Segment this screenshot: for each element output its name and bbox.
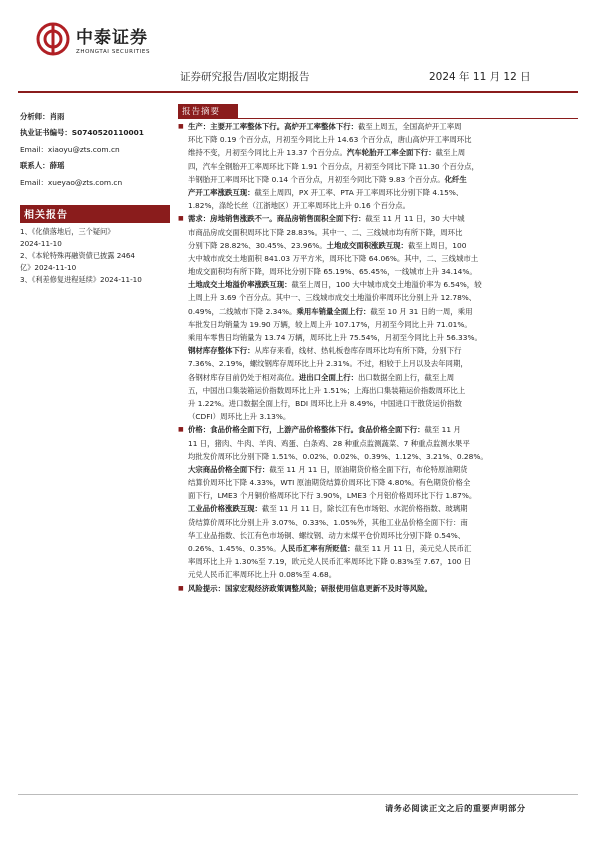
summary-key-phrase: 土地成交面积涨跌互现： <box>326 240 408 250</box>
summary-text: 货结算价周环比分别上升 3.07%、0.33%、1.05%外，其他工业品价格全面下行：南 <box>188 517 468 527</box>
summary-text: 0.26%、1.45%、0.35%。 <box>188 544 281 553</box>
summary-line <box>178 450 578 463</box>
summary-line <box>178 265 578 278</box>
summary-key-phrase: 乘用车销量全面上行： <box>296 306 371 316</box>
report-date: 2024 年 11 月 12 日 <box>429 71 531 83</box>
summary-line <box>178 371 578 384</box>
summary-line <box>178 555 578 568</box>
logo-cn-text: 中泰证券 <box>76 28 148 48</box>
related-reports-heading: 相关报告 <box>20 205 170 223</box>
summary-line <box>178 278 578 291</box>
logo-en-text: ZHONGTAI SECURITIES <box>76 49 151 55</box>
summary-text: 7.36%、2.19%，螺纹钢库存周环比上升 2.31%。不过，相较于上月以及去年同期， <box>188 359 468 369</box>
summary-text: 面下行，LME3 个月铜价格周环比下行 3.90%，LME3 个月铝价格周环比下行 1.87%。 <box>188 491 477 501</box>
analyst-email[interactable]: xiaoyu@zts.com.cn <box>47 144 120 154</box>
company-logo <box>36 22 150 56</box>
analyst-label: 分析师： <box>20 111 50 121</box>
summary-line <box>178 173 578 186</box>
summary-text: 华工业品指数、长江有色市场铜、螺纹钢、动力末煤平仓价周环比分别下降 0.54%、 <box>188 530 466 540</box>
summary-text: 截至 11 月 11 日，除长江有色市场铝、水泥价格指数、玻璃期 <box>261 504 468 514</box>
summary-text: 0.49%，二线城市下降 2.34%。 <box>188 306 297 316</box>
summary-line <box>178 410 578 423</box>
summary-line <box>178 239 578 252</box>
related-report-item[interactable]: 3、《利差修复进程延续》2024-11-10 <box>20 274 142 284</box>
summary-text: 半钢胎开工率周环比下降 0.14 个百分点，月初至今同比下降 9.83 个百分点。 <box>188 174 445 184</box>
cert-number: S0740520110001 <box>71 128 144 138</box>
summary-key-phrase: 产开工率涨跌互现： <box>188 187 255 197</box>
summary-text: 截至上周日，100 大中城市成交土地溢价率为 6.54%，较 <box>291 280 482 290</box>
summary-text: 车批发日均销量为 19.90 万辆，较上周上升 107.17%，月初至今同比上升 71.01%。 <box>188 319 472 329</box>
summary-line <box>178 357 578 370</box>
summary-key-phrase: 进出口全面上行： <box>298 372 359 382</box>
summary-text: 均批发价周环比分别下降 1.51%、0.02%、0.02%、0.39%、1.12%、3.21%、0.28%。 <box>188 451 488 461</box>
summary-line <box>178 489 578 502</box>
summary-text: 市商品房成交面积周环比下降 28.83%。其中一、二、三线城市均有所下降，周环比 <box>188 227 463 237</box>
summary-text: 1.82%，涤纶长丝（江浙地区）开工率周环比上升 0.16 个百分点。 <box>188 201 411 211</box>
summary-line <box>178 516 578 529</box>
summary-line <box>178 186 578 199</box>
summary-key-phrase: 价格：食品价格全面下行，上游产品价格整体下行。食品价格全面下行： <box>188 425 425 435</box>
summary-line <box>178 199 578 212</box>
contact-name: 薛瑶 <box>49 161 65 171</box>
left-sidebar <box>20 108 170 286</box>
email-label: Email： <box>20 144 48 154</box>
summary-text: 乘用车零售日均销量为 13.74 万辆，周环比上升 75.54%，月初至今同比上升 56.33%。 <box>188 333 482 342</box>
footer-disclaimer: 请务必阅读正文之后的重要声明部分 <box>385 803 526 813</box>
summary-line <box>178 212 578 225</box>
header-divider <box>18 91 578 93</box>
summary-line <box>178 502 578 515</box>
related-report-item: 2024-11-10 <box>20 238 62 248</box>
summary-key-phrase: 需求：房地销售涨跌不一。商品房销售面积全面下行： <box>188 214 366 224</box>
summary-text: 分别下降 28.82%、30.45%、23.96%。 <box>188 240 327 250</box>
summary-text: 上周上升 3.69 个百分点。其中一、三线城市成交土地溢价率周环比分别上升 12.78%、 <box>188 293 477 303</box>
summary-heading: 报告摘要 <box>178 104 238 118</box>
cert-row <box>20 125 170 142</box>
contact-label: 联系人： <box>20 161 50 171</box>
contact-row <box>20 158 170 175</box>
summary-text: 截至 10 月 31 日的一周，乘用 <box>370 306 473 316</box>
related-report-item[interactable]: 1、《化债落地后，三个疑问》 <box>20 226 115 236</box>
summary-key-phrase: 生产：主要开工率整体下行。高炉开工率整体下行： <box>188 122 358 131</box>
summary-line <box>178 476 578 489</box>
summary-text: 率周环比上升 1.30%至 7.19，欧元兑人民币汇率周环比下降 0.83%至 7.67，100 日 <box>188 557 472 567</box>
summary-line <box>178 120 578 133</box>
cert-label: 执业证书编号： <box>20 128 72 138</box>
summary-line <box>178 160 578 173</box>
summary-line <box>178 305 578 318</box>
summary-line <box>178 582 578 595</box>
summary-key-phrase: 钢材库存整体下行： <box>188 346 255 356</box>
summary-text: 四，汽车全钢胎开工率周环比下降 1.91 个百分点，月初至今同比下降 11.30 个百分点， <box>188 161 479 171</box>
related-report-item: 亿》2024-11-10 <box>20 262 77 272</box>
summary-text: （CDFI）周环比上升 3.13%。 <box>188 412 291 422</box>
summary-divider <box>178 118 578 119</box>
email-row <box>20 141 170 158</box>
summary-text: 出口数据全面上行，截至上周 <box>358 372 455 382</box>
summary-text: 维持不变，月初至今同比上升 13.37 个百分点。 <box>188 148 347 158</box>
summary-text: 五，中国出口集装箱运价指数周环比上升 1.51%；上海出口集装箱运价指数周环比上 <box>188 385 466 395</box>
summary-line <box>178 384 578 397</box>
summary-text: 大中城市成交土地面积 841.03 万平方米，周环比下降 64.06%。其中，二、三线城市土 <box>188 253 479 263</box>
summary-line <box>178 542 578 555</box>
summary-text: 截至上周五，全国高炉开工率周 <box>358 122 462 131</box>
summary-line <box>178 568 578 581</box>
email-label-2: Email： <box>20 177 48 187</box>
logo-emblem-icon <box>36 22 70 56</box>
summary-key-phrase: 人民币汇率有所贬值： <box>280 544 355 553</box>
summary-text: 截至上周日，100 <box>407 240 467 250</box>
summary-text: 截至 11 月 11 日，美元兑人民币汇 <box>354 544 472 553</box>
summary-text: 结算价周环比下降 4.33%，WTI 原油期货结算价周环比下降 4.80%。有色期货价格全 <box>188 478 471 488</box>
summary-key-phrase: 汽车轮胎开工率全面下行： <box>346 148 436 158</box>
summary-line <box>178 397 578 410</box>
footer-divider <box>18 794 578 795</box>
summary-text: 元兑人民币汇率周环比上升 0.08%至 4.68。 <box>188 570 337 580</box>
summary-key-phrase: 风险提示：国家宏观经济政策调整风险；研报使用信息更新不及时等风险。 <box>188 583 432 593</box>
summary-text: 截至 11 月 11 日，原油期货价格全面下行，布伦特原油期货 <box>269 464 468 474</box>
summary-text: 截至 11 月 <box>424 425 461 435</box>
summary-line <box>178 463 578 476</box>
report-type: 证券研究报告/固收定期报告 <box>180 71 310 83</box>
analyst-name: 肖雨 <box>49 111 65 121</box>
summary-line <box>178 423 578 436</box>
bullet-square-icon: ■ <box>178 123 184 130</box>
summary-line <box>178 344 578 357</box>
summary-line <box>178 291 578 304</box>
summary-line <box>178 133 578 146</box>
summary-line <box>178 437 578 450</box>
summary-line <box>178 529 578 542</box>
summary-body <box>178 120 578 595</box>
summary-text: 11 日，猪肉、牛肉、羊肉、鸡蛋、白条鸡、28 种重点监测蔬菜、7 种重点监测水果平 <box>188 438 470 448</box>
summary-line <box>178 226 578 239</box>
email-row-2 <box>20 174 170 191</box>
summary-key-phrase: 土地成交土地溢价率涨跌互现： <box>188 280 292 290</box>
summary-text: 从库存来看，线材、热轧板卷库存周环比均有所下降，分别下行 <box>254 346 462 356</box>
summary-key-phrase: 工业品价格涨跌互现： <box>188 504 262 514</box>
summary-line <box>178 252 578 265</box>
summary-line <box>178 318 578 331</box>
summary-text: 截至上周四，PX 开工率、PTA 开工率周环比分别下降 4.15%、 <box>254 187 464 197</box>
bullet-square-icon: ■ <box>178 426 184 434</box>
analyst-row <box>20 108 170 125</box>
related-report-item[interactable]: 2、《本轮特殊再融资债已披露 2464 <box>20 250 135 260</box>
summary-key-phrase: 大宗商品价格全面下行： <box>188 464 270 474</box>
contact-email[interactable]: xueyao@zts.com.cn <box>47 177 123 187</box>
summary-line <box>178 331 578 344</box>
summary-text: 升 1.22%。进口数据全面上行，BDI 周环比上升 8.49%，中国进口干散货运价指数 <box>188 398 462 408</box>
summary-text: 环比下降 0.19 个百分点，月初至今同比上升 14.63 个百分点，唐山高炉开工率周环比 <box>188 135 472 145</box>
summary-text: 截至 11 月 11 日，30 大中城 <box>365 214 465 224</box>
summary-line <box>178 146 578 159</box>
bullet-square-icon: ■ <box>178 584 184 592</box>
summary-key-phrase: 化纤生 <box>444 174 467 184</box>
summary-text: 各钢材库存目前仍处于相对高位。 <box>188 372 299 382</box>
bullet-square-icon: ■ <box>178 215 184 223</box>
summary-text: 地成交面积均有所下降，周环比分别下降 65.19%、65.45%，一线城市上升 34.14%。 <box>188 267 477 277</box>
related-reports-list <box>20 226 170 286</box>
summary-text: 截至上周 <box>435 148 466 158</box>
